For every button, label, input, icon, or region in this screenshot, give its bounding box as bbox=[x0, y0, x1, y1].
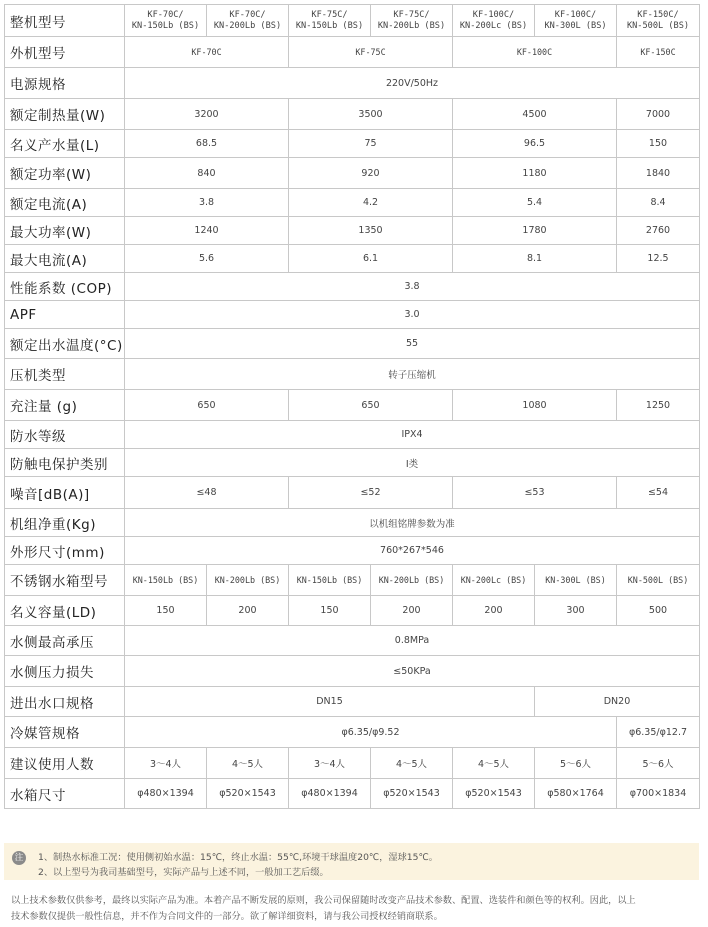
model-line: KN-200Lb (BS) bbox=[213, 20, 282, 31]
row-label: 最大电流(A) bbox=[5, 245, 125, 273]
value-cell: 4～5人 bbox=[453, 748, 535, 779]
value-cell: φ520×1543 bbox=[453, 779, 535, 809]
value-cell: KN-300L (BS) bbox=[535, 565, 617, 596]
value-cell: 1080 bbox=[453, 390, 617, 421]
row-label: 水侧最高承压 bbox=[5, 626, 125, 656]
value-cell: 1780 bbox=[453, 217, 617, 245]
value-cell: φ6.35/φ12.7 bbox=[617, 717, 700, 748]
row-label: 进出水口规格 bbox=[5, 687, 125, 717]
value-cell: 1180 bbox=[453, 158, 617, 189]
row-label: 额定电流(A) bbox=[5, 189, 125, 217]
row-label: 压机类型 bbox=[5, 359, 125, 390]
model-cell bbox=[289, 5, 371, 37]
model-cell bbox=[535, 5, 617, 37]
note-line-1: 1、制热水标准工况：使用侧初始水温：15℃，终止水温：55℃,环境干球温度20℃，湿球15℃。 bbox=[38, 852, 438, 863]
model-line: KF-75C/ bbox=[393, 9, 430, 20]
row-label: 额定功率(W) bbox=[5, 158, 125, 189]
spec-row bbox=[5, 565, 700, 596]
value-cell: 650 bbox=[125, 390, 289, 421]
value-cell: KN-200Lb (BS) bbox=[371, 565, 453, 596]
model-line: KN-300L (BS) bbox=[544, 20, 607, 31]
value-cell: KN-500L (BS) bbox=[617, 565, 700, 596]
note-line-2: 2、以上型号为我司基础型号，实际产品与上述不同，一般加工艺后缀。 bbox=[38, 867, 329, 878]
value-cell: 8.4 bbox=[617, 189, 700, 217]
value-cell: 760*267*546 bbox=[125, 537, 700, 565]
value-cell: KF-70C bbox=[125, 37, 289, 68]
row-label: 水箱尺寸 bbox=[5, 779, 125, 809]
value-cell: DN15 bbox=[125, 687, 535, 717]
row-label: 防触电保护类别 bbox=[5, 449, 125, 477]
value-cell: 500 bbox=[617, 596, 700, 626]
value-cell: φ520×1543 bbox=[371, 779, 453, 809]
spec-row bbox=[5, 189, 700, 217]
value-cell: φ480×1394 bbox=[289, 779, 371, 809]
value-cell: 3.8 bbox=[125, 189, 289, 217]
spec-row bbox=[5, 99, 700, 130]
value-cell: 2760 bbox=[617, 217, 700, 245]
value-cell: 6.1 bbox=[289, 245, 453, 273]
spec-row bbox=[5, 537, 700, 565]
value-cell: 3.8 bbox=[125, 273, 700, 301]
value-cell: 转子压缩机 bbox=[125, 359, 700, 390]
value-cell: 55 bbox=[125, 329, 700, 359]
value-cell: 4～5人 bbox=[371, 748, 453, 779]
value-cell: 75 bbox=[289, 130, 453, 158]
row-label: 建议使用人数 bbox=[5, 748, 125, 779]
value-cell: 12.5 bbox=[617, 245, 700, 273]
value-cell: KN-200Lb (BS) bbox=[207, 565, 289, 596]
spec-row bbox=[5, 158, 700, 189]
model-line: KF-70C/ bbox=[147, 9, 184, 20]
value-cell: I类 bbox=[125, 449, 700, 477]
value-cell: 840 bbox=[125, 158, 289, 189]
value-cell: 5～6人 bbox=[535, 748, 617, 779]
row-label: 额定制热量(W) bbox=[5, 99, 125, 130]
spec-row bbox=[5, 68, 700, 99]
model-line: KF-70C/ bbox=[229, 9, 266, 20]
spec-row bbox=[5, 273, 700, 301]
value-cell: φ700×1834 bbox=[617, 779, 700, 809]
value-cell: 5.6 bbox=[125, 245, 289, 273]
model-line: KF-100C/ bbox=[472, 9, 515, 20]
value-cell: 3200 bbox=[125, 99, 289, 130]
spec-row bbox=[5, 130, 700, 158]
value-cell: KF-150C bbox=[617, 37, 700, 68]
spec-row bbox=[5, 477, 700, 509]
spec-row bbox=[5, 359, 700, 390]
spec-row bbox=[5, 421, 700, 449]
model-cell bbox=[453, 5, 535, 37]
spec-row bbox=[5, 596, 700, 626]
spec-row bbox=[5, 217, 700, 245]
value-cell: 1240 bbox=[125, 217, 289, 245]
spec-row bbox=[5, 509, 700, 537]
row-label: 不锈钢水箱型号 bbox=[5, 565, 125, 596]
note-icon: 注 bbox=[12, 851, 26, 865]
value-cell: 0.8MPa bbox=[125, 626, 700, 656]
value-cell: ≤53 bbox=[453, 477, 617, 509]
value-cell: ≤52 bbox=[289, 477, 453, 509]
value-cell: KN-200Lc (BS) bbox=[453, 565, 535, 596]
value-cell: ≤54 bbox=[617, 477, 700, 509]
model-line: KF-150C/ bbox=[637, 9, 679, 20]
value-cell: 68.5 bbox=[125, 130, 289, 158]
value-cell: 7000 bbox=[617, 99, 700, 130]
value-cell: 920 bbox=[289, 158, 453, 189]
spec-row bbox=[5, 717, 700, 748]
value-cell: ≤50KPa bbox=[125, 656, 700, 687]
value-cell: KN-150Lb (BS) bbox=[125, 565, 207, 596]
value-cell: 96.5 bbox=[453, 130, 617, 158]
model-cell bbox=[207, 5, 289, 37]
model-line: KN-150Lb (BS) bbox=[295, 20, 364, 31]
spec-row bbox=[5, 390, 700, 421]
row-label: 电源规格 bbox=[5, 68, 125, 99]
row-label: 噪音[dB(A)] bbox=[5, 477, 125, 509]
value-cell: 1350 bbox=[289, 217, 453, 245]
value-cell: 4～5人 bbox=[207, 748, 289, 779]
value-cell: φ480×1394 bbox=[125, 779, 207, 809]
model-line: KF-75C/ bbox=[311, 9, 348, 20]
value-cell: ≤48 bbox=[125, 477, 289, 509]
model-line: KF-100C/ bbox=[554, 9, 597, 20]
row-label: 性能系数 (COP) bbox=[5, 273, 125, 301]
disclaimer-line-1: 以上技术参数仅供参考，最终以实际产品为准。本着产品不断发展的原则，我公司保留随时改变产品技术参数、配置、选装件和颜色等的权利。因此，以上 bbox=[11, 895, 636, 906]
value-cell: 150 bbox=[617, 130, 700, 158]
disclaimer bbox=[11, 893, 697, 925]
row-label: APF bbox=[5, 301, 125, 329]
model-line: KN-200Lb (BS) bbox=[377, 20, 446, 31]
row-label: 冷媒管规格 bbox=[5, 717, 125, 748]
value-cell: KF-100C bbox=[453, 37, 617, 68]
spec-row bbox=[5, 687, 700, 717]
value-cell: 5～6人 bbox=[617, 748, 700, 779]
spec-row bbox=[5, 245, 700, 273]
spec-row bbox=[5, 329, 700, 359]
value-cell: 3500 bbox=[289, 99, 453, 130]
row-label: 水侧压力损失 bbox=[5, 656, 125, 687]
disclaimer-line-2: 技术参数仅提供一般性信息，并不作为合同文件的一部分。欲了解详细资料，请与我公司授权经销商联系。 bbox=[11, 911, 443, 922]
value-cell: 1250 bbox=[617, 390, 700, 421]
value-cell: 650 bbox=[289, 390, 453, 421]
value-cell: 4.2 bbox=[289, 189, 453, 217]
value-cell: φ6.35/φ9.52 bbox=[125, 717, 617, 748]
value-cell: 4500 bbox=[453, 99, 617, 130]
value-cell: 5.4 bbox=[453, 189, 617, 217]
row-label: 名义产水量(L) bbox=[5, 130, 125, 158]
spec-row bbox=[5, 748, 700, 779]
model-line: KN-150Lb (BS) bbox=[131, 20, 200, 31]
spec-row bbox=[5, 656, 700, 687]
row-label: 外机型号 bbox=[5, 37, 125, 68]
value-cell: IPX4 bbox=[125, 421, 700, 449]
value-cell: KF-75C bbox=[289, 37, 453, 68]
spec-row bbox=[5, 449, 700, 477]
value-cell: 200 bbox=[371, 596, 453, 626]
row-label: 机组净重(Kg) bbox=[5, 509, 125, 537]
model-line: KN-500L (BS) bbox=[626, 20, 690, 31]
value-cell: 300 bbox=[535, 596, 617, 626]
row-label: 额定出水温度(°C) bbox=[5, 329, 125, 359]
value-cell: DN20 bbox=[535, 687, 700, 717]
value-cell: 8.1 bbox=[453, 245, 617, 273]
notes-box bbox=[4, 843, 699, 880]
model-cell bbox=[371, 5, 453, 37]
value-cell: 3～4人 bbox=[289, 748, 371, 779]
value-cell: 200 bbox=[207, 596, 289, 626]
spec-table bbox=[4, 4, 700, 809]
spec-row bbox=[5, 626, 700, 656]
row-label: 外形尺寸(mm) bbox=[5, 537, 125, 565]
spec-row bbox=[5, 37, 700, 68]
row-label: 充注量 (g) bbox=[5, 390, 125, 421]
row-label: 最大功率(W) bbox=[5, 217, 125, 245]
row-label: 名义容量(LD) bbox=[5, 596, 125, 626]
value-cell: KN-150Lb (BS) bbox=[289, 565, 371, 596]
row-label: 整机型号 bbox=[5, 5, 125, 37]
spec-row bbox=[5, 779, 700, 809]
spec-row bbox=[5, 301, 700, 329]
value-cell: 150 bbox=[125, 596, 207, 626]
header-row bbox=[5, 5, 700, 37]
value-cell: 220V/50Hz bbox=[125, 68, 700, 99]
row-label: 防水等级 bbox=[5, 421, 125, 449]
model-cell bbox=[617, 5, 700, 37]
value-cell: φ520×1543 bbox=[207, 779, 289, 809]
value-cell: 200 bbox=[453, 596, 535, 626]
value-cell: 3.0 bbox=[125, 301, 700, 329]
model-line: KN-200Lc (BS) bbox=[459, 20, 528, 31]
model-cell bbox=[125, 5, 207, 37]
value-cell: 1840 bbox=[617, 158, 700, 189]
value-cell: 3～4人 bbox=[125, 748, 207, 779]
value-cell: 以机组铭牌参数为准 bbox=[125, 509, 700, 537]
value-cell: 150 bbox=[289, 596, 371, 626]
value-cell: φ580×1764 bbox=[535, 779, 617, 809]
